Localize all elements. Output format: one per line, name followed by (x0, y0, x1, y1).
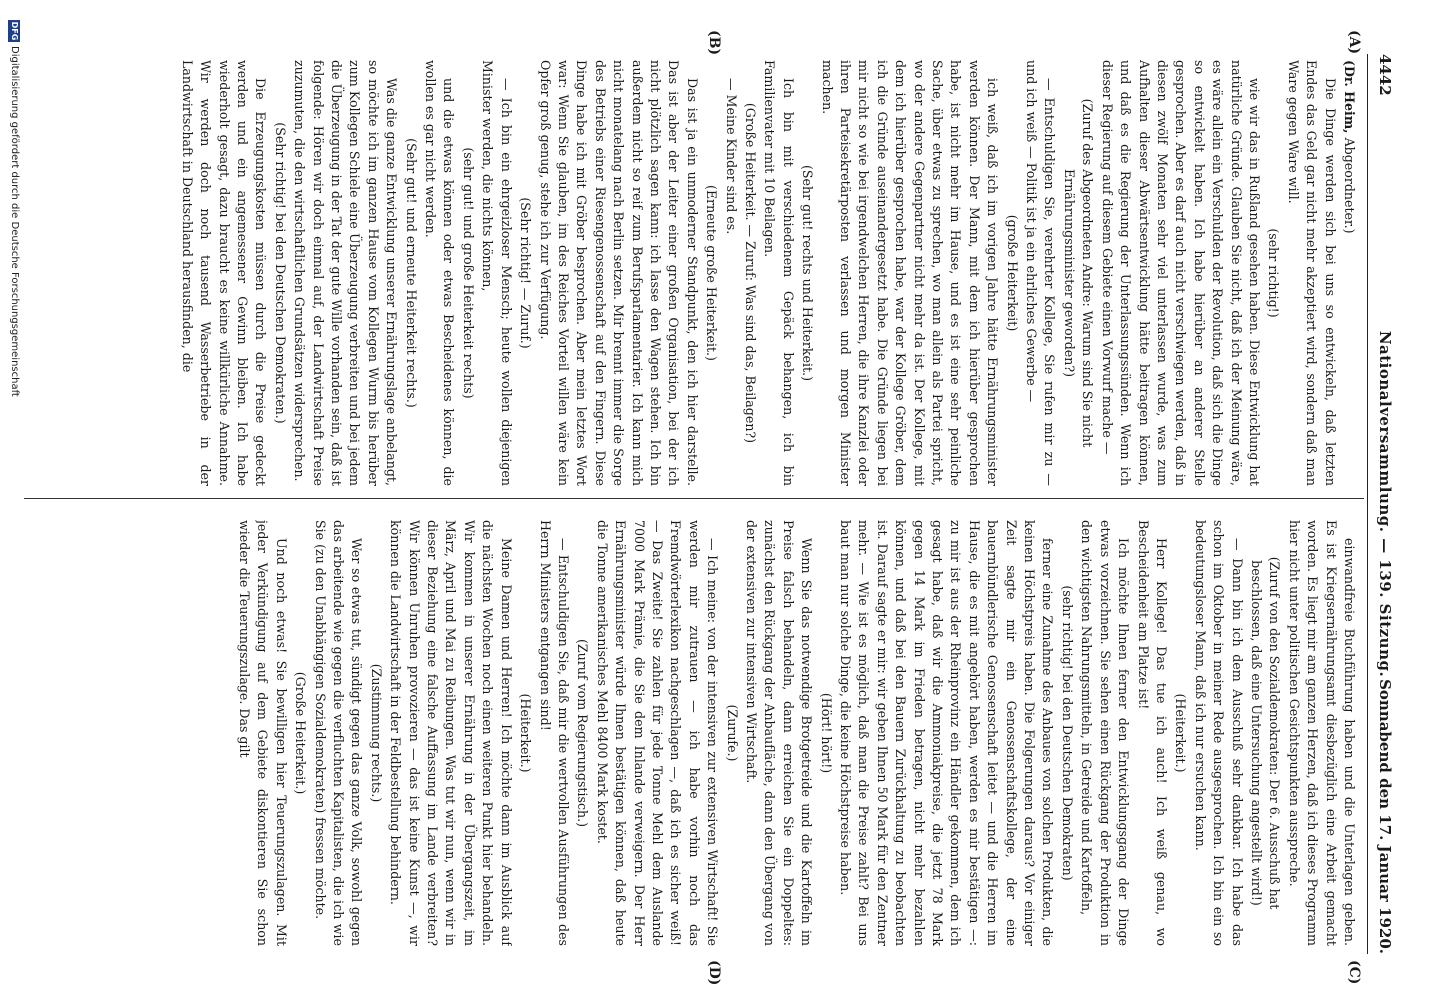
interjection: (Sehr gut! und erneute Heiterkeit rechts.) (403, 138, 419, 408)
speaker-line (1340, 60, 1358, 486)
paragraph: Was die ganze Entwicklung unserer Ernährungslage anbelangt, so möchte ich im ganzen Hause vom Kollegen Wurm bis herüber zum Kollegen Schiele eine Überzeugung verbreiten und bei jedem die Überzeugung in der Tat der gute Wille vorhanden sein, daß ist folgende: Hören wir doch einmal auf, der Landwirtschaft Preise zuzumuten, die den wirtschaftlichen Grundsätzen widersprechen. (292, 60, 400, 486)
interjection: (Heiterkeit.) (1173, 693, 1189, 773)
paragraph: Meine Damen und Herren! Ich möchte dann im Ausblick auf die nächsten Wochen noch einen weiteren Punkt hier behandeln. Wir kommen in unserer Ernährung in der Übergangszeit, im März, April und Mai zu Reibungen. Was tut wir nun, wenn wir in dieser Beziehung eine falsche Auffassung im Lande verbreiten? Wir können Unruhen provozieren — das ist keine Kunst —, wir können die Landwirtschaft in der Feldbestellung behindern. (388, 520, 514, 946)
paragraph: — Entschuldigen Sie, verehrter Kollege, Sie rufen mir zu — und ich weiß — Politik ist ja ein ehrliches Gewerbe — (1024, 60, 1058, 486)
dfg-logo: DFG (10, 21, 19, 41)
interjection: (sehr richtig!) (1266, 228, 1282, 318)
interjection: (Heiterkeit.) (518, 693, 534, 773)
paragraph: Ich bin mit verschiedenem Gepäck behangen, ich bin Familienvater mit 10 Beilagen. (762, 60, 796, 486)
paragraph: — Meine Kinder sind es. (723, 78, 739, 235)
interjection: (große Heiterkeit) (1004, 214, 1020, 332)
interjection: (Zustimmung rechts.) (368, 663, 384, 803)
paragraph: — Entschuldigen Sie, daß mir die wertvollen Ausführungen des Herrn Ministers entgangen sind! (537, 520, 571, 946)
paragraph: wie wir das in Rußland gesehen haben. Diese Entwicklung hat natürliche Gründe. Glauben Sie nicht, daß ich der Meinung wäre, es wäre allein ein Verschulden der Revolution, daß sich die Dinge so entwickelt haben. Ich habe hierüber an anderer Stelle gesprochen. Aber es darf auch nicht verschwiegen werden, daß in diesen zwölf Monaten sehr viel unterlassen wurde, was zum Aufhalten dieser Abwärtsentwicklung hätte beitragen können, und daß es die Regierung der Unterlassungssünden. Wenn ich dieser Regierung auf diesem Gebiete einen Vorwurf mache — (1099, 60, 1262, 486)
paragraph: Herr Kollege! Das tue ich auch! Ich weiß genau, wo Bescheidenheit am Platze ist! (1135, 520, 1169, 946)
column-divider (24, 498, 1364, 499)
interjection: (Große Heiterkeit. — Zuruf: Was sind das, Beilagen?) (743, 102, 758, 444)
speaker-role: Abgeordneter.) (1342, 137, 1357, 234)
right-column (28, 520, 1358, 946)
paragraph: und die etwas können oder etwas Bescheidenes können, die wollen es gar nicht werden. (423, 60, 457, 486)
interjection: (sehr richtig! bei den Deutschen Demokraten) (1059, 585, 1075, 881)
footer-credit (6, 20, 22, 980)
page-header (1370, 54, 1396, 954)
margin-marker-a: (A) (1346, 30, 1362, 55)
paragraph: ferner eine Zunahme des Anbaues von solchen Produkten, die keinen Höchstpreis haben. Die Folgerungen daraus? Vor einiger Zeit sagte mir ein Genossenschaftskollege, der eine bauernbündlerische Genossenschaft leitet — und die Herren im Hause, die es mit angehört haben, werden es mir bestätigen —: zu mir ist aus der Rheinprovinz ein Händler gekommen, dem ich gesagt habe, daß wir die Ammoniakpreise, die jetzt 78 Mark gegen 14 Mark im Frieden betragen, nicht mehr bezahlen können, und daß bei den Bauern Zurückhaltung zu beobachten ist. Darauf sagte er mir: wir geben Ihnen 50 Mark für den Zentner mehr. — Wie ist es möglich, daß man die Preise zahlt? Bei uns baut man nur solche Dinge, die keine Höchstpreise haben. (838, 520, 1056, 946)
paragraph: ich weiß, daß ich im vorigen Jahre hätte Ernährungsminister werden können. Der Mann, mit dem ich hierüber gesprochen habe, ist nicht mehr im Hause, und es ist eine sehr peinliche Sache, über etwas zu sprechen, wo man allein als Partei spricht, wo der andere Gegenpartner nicht mehr da ist. Der Kollege, mit dem ich hierüber gesprochen habe, war der Kollege Gröber, dem ich die Gründe auseinandergesetzt habe. Die Gründe liegen bei mir nicht so wie bei irgendwelchen Herren, die ihre Kanzlei oder ihren Parteisekretärposten verlassen und morgen Minister machen. (819, 60, 1001, 486)
interjection: (Zurufe.) (724, 704, 740, 762)
paragraph: Das ist ja ein unmoderner Standpunkt, den ich hier darstelle. Das ist aber der Leiter einer großen Organisation, bei der ich nicht plötzlich sagen kann: ich lasse den Wagen stehen. Ich bin außerdem nicht so reif zum Berufsparlamentarier. Ich kann mich nicht monatelang nach Berlin setzen. Mir brennt immer die Sorge des Betriebs einer Riesengenossenschaft auf den Fingern. Diese Dinge habe ich mit Gröber besprochen. Aber mein letztes Wort war: Wenn Sie glauben, im des Reiches Vorteil willen wäre kein Opfer groß genug, stehe ich zur Verfügung. (537, 60, 700, 486)
paragraph: Und noch etwas! Sie bewilligen hier Teuerungszulagen. Mit jeder Verkündigung auf dem Gebiete diskontieren Sie schon wieder die Teuerungszulage. Das gilt (237, 520, 289, 946)
interjection: (Hört! hört!) (818, 692, 834, 774)
paragraph: Wer so etwas tut, sündigt gegen das ganze Volk, sowohl gegen das arbeitende wie gegen die verfluchten Kapitalisten, die ich wie Sie (zu den Unabhängigen Sozialdemokraten) fressen möchte. (312, 520, 365, 946)
interjection: (Sehr gut! rechts und Heiterkeit.) (800, 165, 816, 381)
paragraph: einwandfreie Buchführung haben und die Unterlagen geben. Es ist Kriegsernährungsamt diesbezüglich eine Arbeit gemacht worden. Es liegt mir am ganzen Herzen, daß ich dieses Programm hier nicht unter politischen Gesichtspunkten ausspreche. (1286, 520, 1357, 946)
interjection: (Zuruf des Abgeordneten Andre: Warum sind Sie nicht Ernährungsminister geworden?) (1061, 98, 1096, 448)
paragraph: Die Erzeugungskosten müssen durch die Preise gedeckt werden und ein angemessener Gewinn bleiben. Ich habe wiederholt gesagt, dazu braucht es keine willkürliche Annahme. Wir werden doch noch tausend Wasserbetriebe in der Landwirtschaft in Deutschland herausfinden, die (179, 60, 269, 486)
left-column (28, 60, 1358, 486)
interjection: (Große Heiterkeit.) (293, 671, 309, 795)
header-rule (1367, 54, 1368, 954)
margin-marker-d: (D) (706, 960, 722, 986)
speaker-name: (Dr. Heim, (1342, 60, 1357, 134)
margin-marker-c: (C) (1346, 960, 1362, 985)
interjection: (Sehr richtig! bei den Deutschen Demokraten.) (272, 122, 288, 424)
paragraph: — Ich meine: von der intensiven zur extensiven Wirtschaft! Sie werden mir zutrauen — ich habe vorhin noch das Fremdwörterlexikon nachgeschlagen —, daß ich es sicher weiß! — Das Zweite! Sie zahlen für jede Tonne Mehl dem Auslande 7000 Mark Prämie, die Sie dem Inlande verweigern. Der Herr Ernährungsminister würde Ihnen bestätigen können, daß heute die Tonne amerikanisches Mehl 8400 Mark kostet. (594, 520, 721, 946)
interjection: (Sehr richtig! — Zuruf.) (518, 197, 534, 349)
interjection: (Zuruf vom Regierungstisch.) (575, 638, 591, 828)
interjection: (Zuruf von den Sozialdemokraten: Der 6. Ausschuß hat beschlossen, daß eine Untersuchung angestellt wird!) (1248, 556, 1283, 910)
paragraph: Die Dinge werden sich bei uns so entwickeln, daß letzten Endes das Geld gar nicht mehr akzeptiert wird, sondern daß man Ware gegen Ware will. (1285, 60, 1338, 486)
interjection: (sehr gut! und große Heiterkeit rechts) (460, 147, 476, 399)
paragraph: Ich möchte Ihnen ferner den Entwicklungsgang der Dinge etwas vorzeichnen. Sie sehen einen Rückgang der Produktion in den wichtigsten Nahrungsmitteln, in Getreide und Kartoffeln, (1079, 520, 1132, 946)
paragraph: — Ich bin ein ehrgeizloser Mensch; heute wollen diejenigen Minister werden, die nichts können, (480, 60, 514, 486)
page-title: Nationalversammlung. — 139. Sitzung. (1376, 330, 1394, 678)
page-number: 4442 (1376, 54, 1394, 96)
session-date: Sonnabend den 17. Januar 1920. (1376, 679, 1394, 954)
paragraph: Wenn Sie das notwendige Brotgetreide und die Kartoffeln im Preise falsch behandeln, dann erreichen Sie ein Doppeltes: zunächst den Rückgang der Anbaufläche, dann den Übergang von der extensiven zur intensiven Wirtschaft. (744, 520, 815, 946)
interjection: (Erneute große Heiterkeit.) (704, 185, 720, 361)
footer-text: Digitalisierung gefördert durch die Deutsche Forschungsgemeinschaft (9, 46, 20, 397)
margin-marker-b: (B) (706, 30, 722, 56)
paragraph: — Dann bin ich dem Ausschuß sehr dankbar. Ich habe das schon im Oktober in meiner Rede ausgesprochen. Ich bin ein so bedeutungsloser Mann, daß ich nur ersuchen kann. (1192, 520, 1245, 946)
